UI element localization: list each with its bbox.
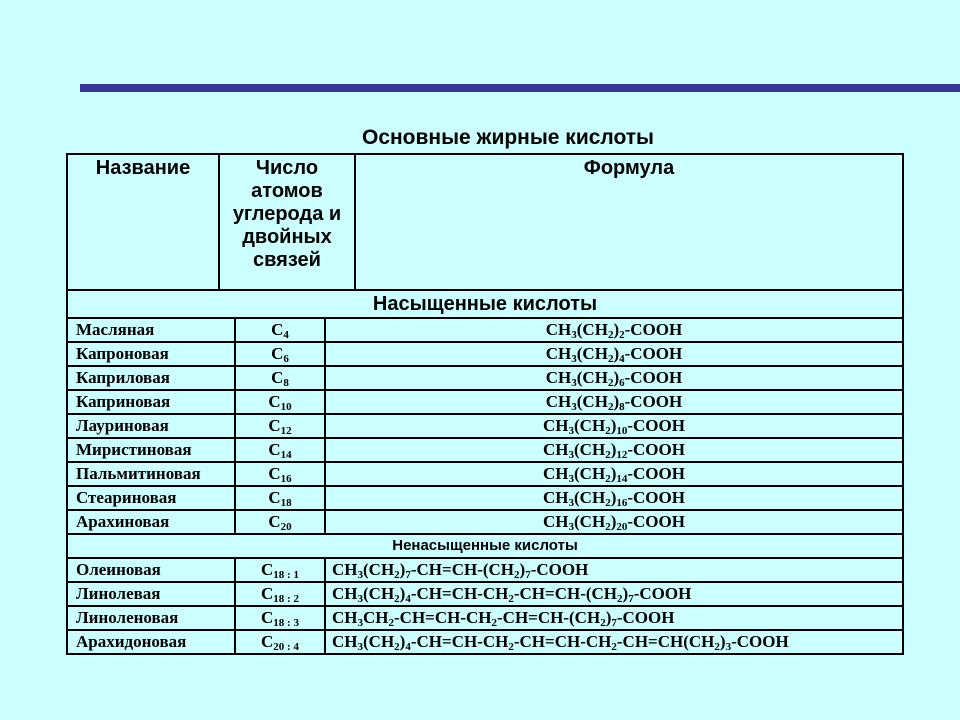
table-row [67, 558, 903, 582]
acid-name: Капроновая [67, 342, 235, 366]
table-row [67, 630, 903, 654]
carbon-count: $C_8$ [235, 366, 325, 390]
acid-name: Арахиновая [67, 510, 235, 534]
acid-name: Стеариновая [67, 486, 235, 510]
header-name: Название [68, 155, 220, 289]
table-row [67, 606, 903, 630]
carbon-count: $C_{16}$ [235, 462, 325, 486]
acid-name: Миристиновая [67, 438, 235, 462]
header-carbons: Число атомов углерода и двойных связей [220, 155, 356, 289]
table-row [67, 582, 903, 606]
carbon-count: $C_{14}$ [235, 438, 325, 462]
acid-formula: $CH_3(CH_2)_4-CH=CH-CH_2-CH=CH-(CH_2)_7$-COOH [325, 582, 903, 606]
acid-formula: $CH_3(CH_2)_6$-COOH [325, 366, 903, 390]
table-row [67, 438, 903, 462]
carbon-count: $C_4$ [235, 318, 325, 342]
fatty-acids-table [66, 289, 904, 655]
acid-formula: $CH_3CH_2-CH=CH-CH_2-CH=CH-(CH_2)_7$-COOH [325, 606, 903, 630]
table-row [67, 366, 903, 390]
acid-name: Линолевая [67, 582, 235, 606]
acid-name: Лауриновая [67, 414, 235, 438]
acid-formula: $CH_3(CH_2)_{14}$-COOH [325, 462, 903, 486]
carbon-count: $C_{20 : 4}$ [235, 630, 325, 654]
section-unsaturated: Ненасыщенные кислоты [67, 534, 903, 558]
acid-formula: $CH_3(CH_2)_7-CH=CH-(CH_2)_7$-COOH [325, 558, 903, 582]
acid-formula: $CH_3(CH_2)_2$-COOH [325, 318, 903, 342]
carbon-count: $C_{10}$ [235, 390, 325, 414]
acid-name: Арахидоновая [67, 630, 235, 654]
acid-formula: $CH_3(CH_2)_4$-COOH [325, 342, 903, 366]
carbon-count: $C_{12}$ [235, 414, 325, 438]
acid-name: Пальмитиновая [67, 462, 235, 486]
acid-name: Олеиновая [67, 558, 235, 582]
acid-name: Масляная [67, 318, 235, 342]
table-row [67, 414, 903, 438]
carbon-count: $C_{18}$ [235, 486, 325, 510]
acid-name: Каприновая [67, 390, 235, 414]
table-row [67, 342, 903, 366]
table-row [67, 486, 903, 510]
carbon-count: $C_{18 : 2}$ [235, 582, 325, 606]
section-saturated: Насыщенные кислоты [67, 290, 903, 318]
acid-formula: $CH_3(CH_2)_8$-COOH [325, 390, 903, 414]
acid-formula: $CH_3(CH_2)_{16}$-COOH [325, 486, 903, 510]
carbon-count: $C_{18 : 1}$ [235, 558, 325, 582]
table-row [67, 318, 903, 342]
table-row [67, 510, 903, 534]
acid-formula: $CH_3(CH_2)_4-CH=CH-CH_2-CH=CH-CH_2-CH=CH(CH_2)_3$-COOH [325, 630, 903, 654]
table-header [66, 153, 904, 291]
acid-name: Каприловая [67, 366, 235, 390]
acid-formula: $CH_3(CH_2)_{12}$-COOH [325, 438, 903, 462]
header-rule [80, 84, 960, 92]
acid-formula: $CH_3(CH_2)_{10}$-COOH [325, 414, 903, 438]
carbon-count: $C_{18 : 3}$ [235, 606, 325, 630]
table-row [67, 390, 903, 414]
carbon-count: $C_{20}$ [235, 510, 325, 534]
header-formula: Формула [583, 157, 675, 179]
acid-name: Линоленовая [67, 606, 235, 630]
table-row [67, 462, 903, 486]
acid-formula: $CH_3(CH_2)_{20}$-COOH [325, 510, 903, 534]
table-title: Основные жирные кислоты [361, 126, 654, 149]
carbon-count: $C_6$ [235, 342, 325, 366]
